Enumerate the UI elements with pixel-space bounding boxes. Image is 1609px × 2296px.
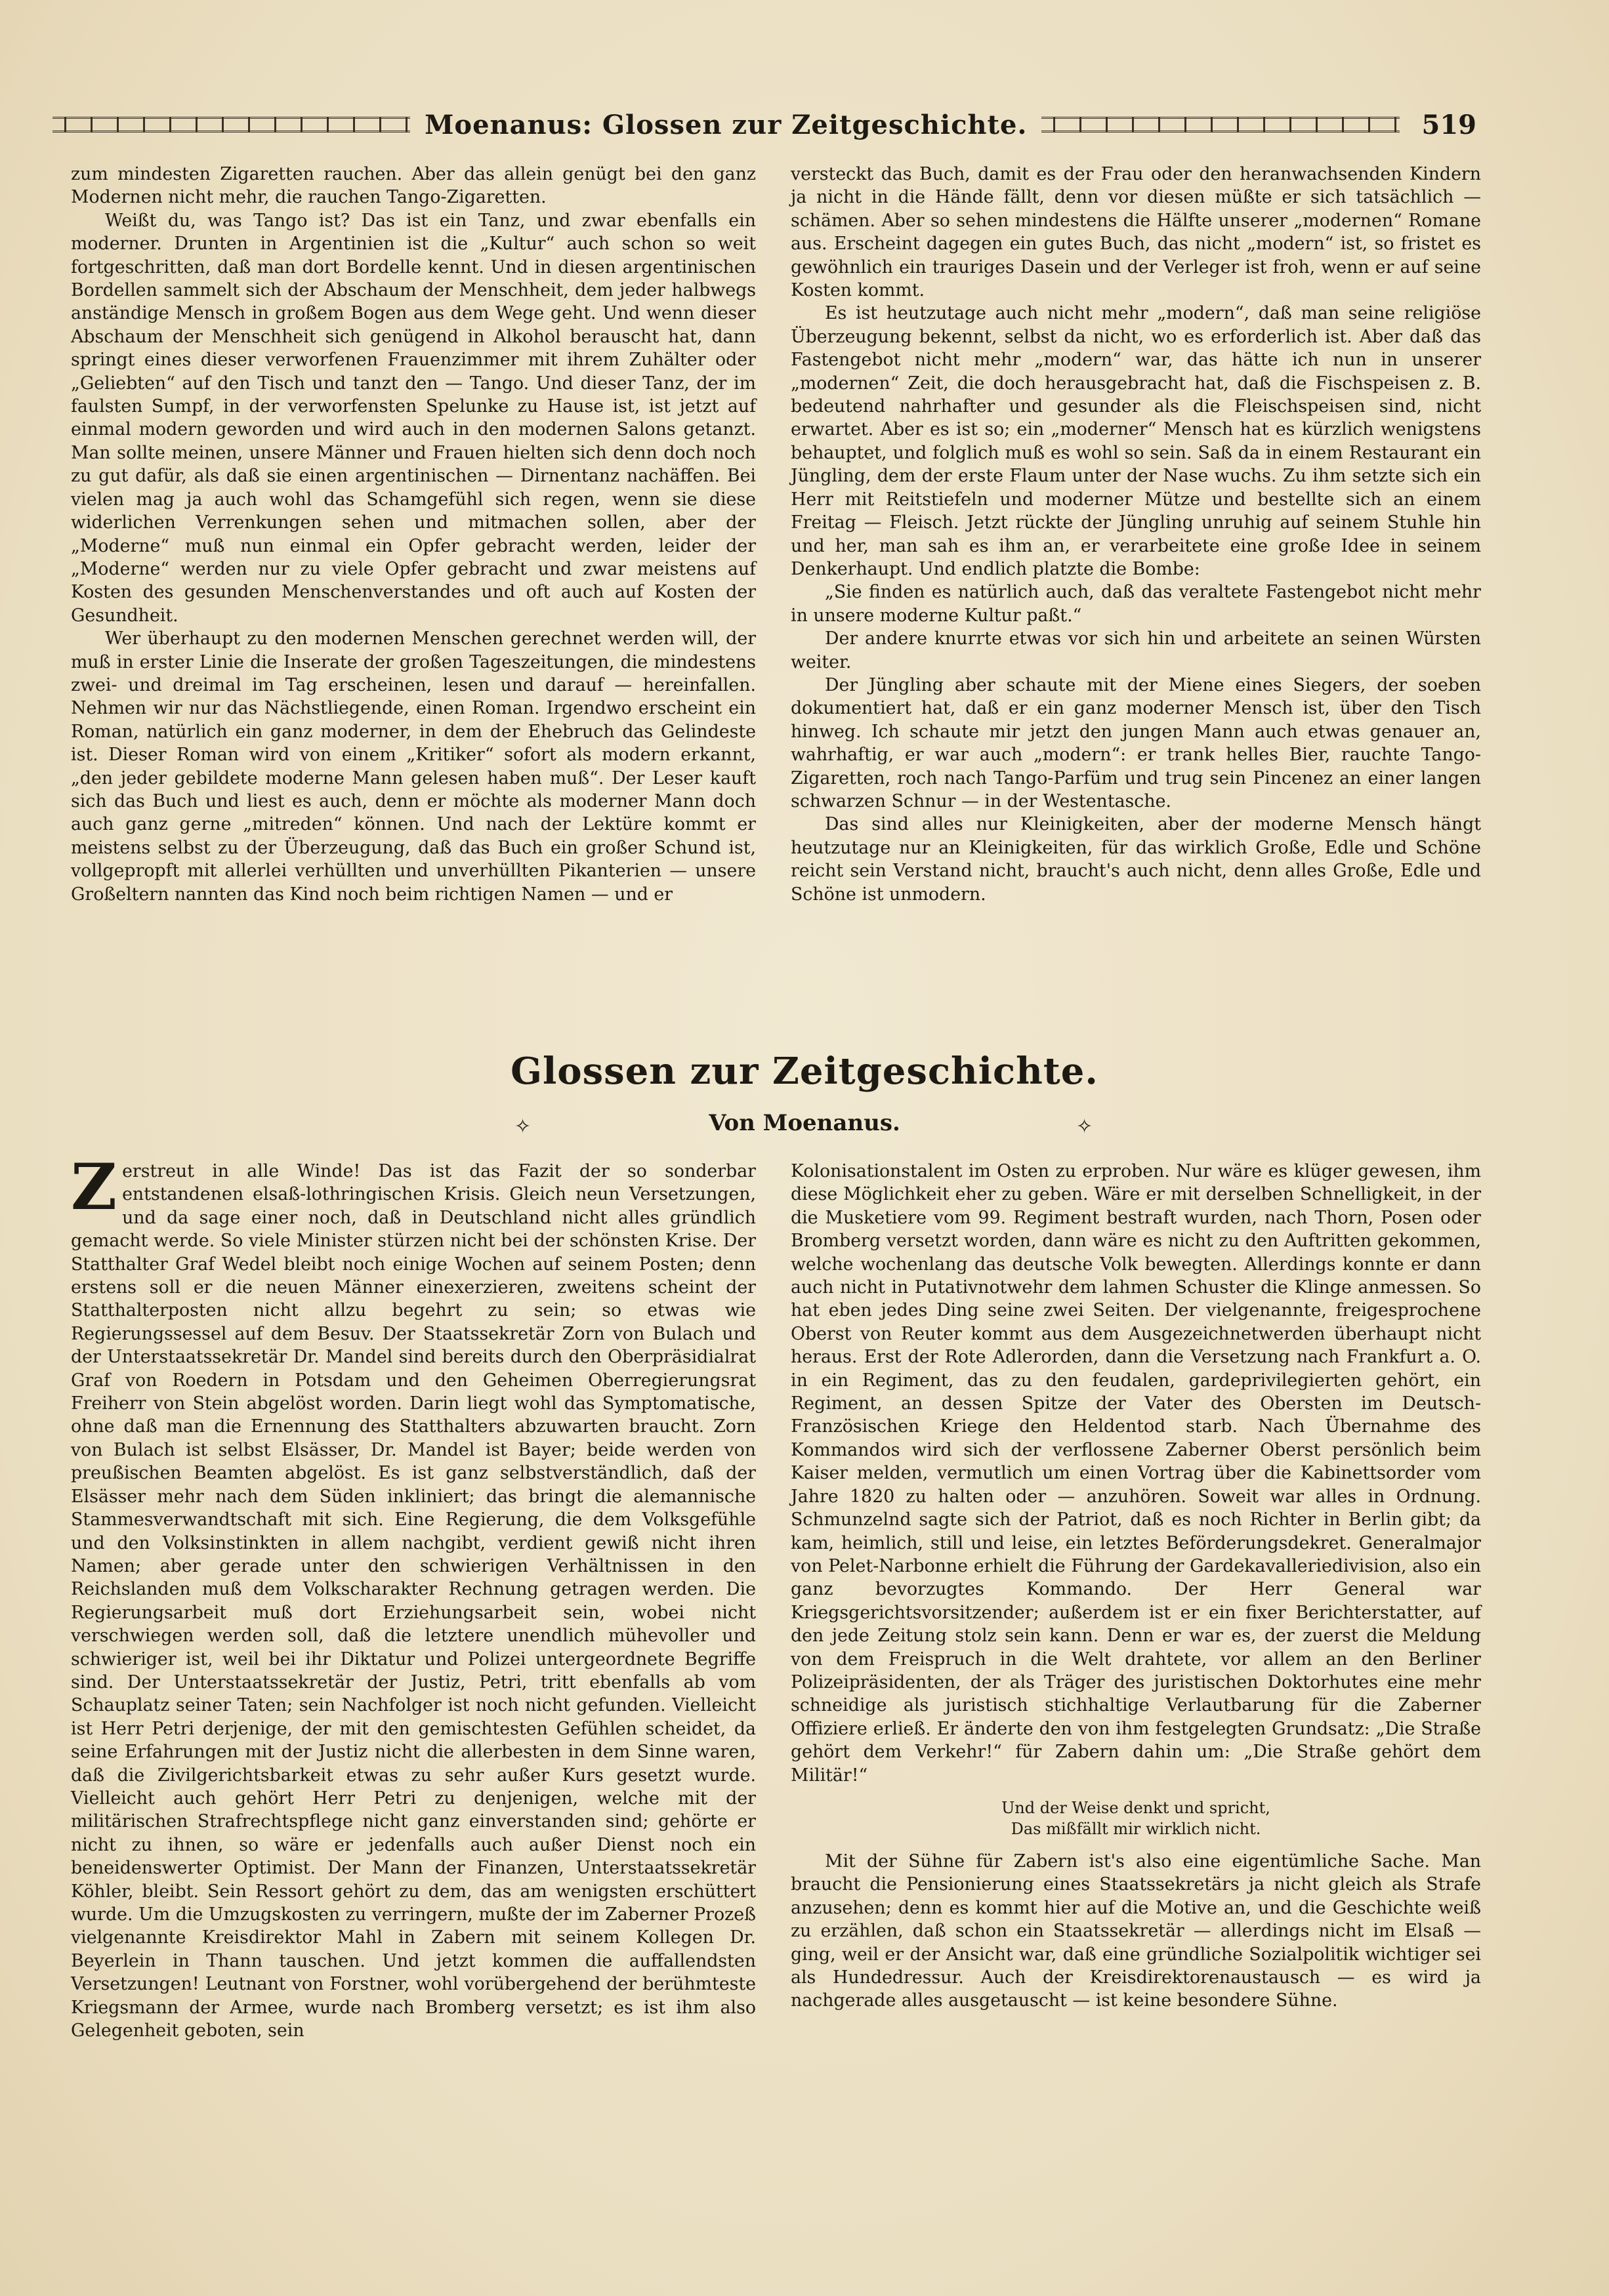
paragraph: Der Jüngling aber schaute mit der Miene eines Siegers, der soeben dokumentiert hat, daß er ein ganz moderner Mensch ist, über den Tisch hinweg. Ich schaute mir jetzt den jungen Mann auch etwas genauer an, wahrhaftig, er war auch „modern“: er trank helles Bier, rauchte Tango-Zigaretten, roch nach Tango-Parfüm und trug sein Pincenez an einer langen schwarzen Schnur — in der Westentasche.	[791, 674, 1481, 811]
verse-line: Das mißfällt mir wirklich nicht.	[1011, 1819, 1261, 1838]
paragraph: Der andere knurrte etwas vor sich hin und arbeitete an seinen Würsten weiter.	[791, 628, 1481, 672]
header-ornament-right	[1041, 117, 1399, 133]
paragraph: Das sind alles nur Kleinigkeiten, aber der moderne Mensch hängt heutzutage nur an Kleinigkeiten, für das wirklich Große, Edle und Schöne reicht sein Verstand nicht, braucht's auch nicht, denn alles Große, Edle und Schöne ist unmodern.	[791, 814, 1481, 905]
article-title: Glossen zur Zeitgeschichte.	[511, 1050, 1098, 1093]
header-ornament-left	[52, 117, 410, 133]
drop-cap: Z	[71, 1150, 117, 1224]
paragraph: Weißt du, was Tango ist? Das ist ein Tanz, und zwar ebenfalls ein moderner. Drunten in Argentinien ist die „Kultur“ auch schon so weit fortgeschritten, daß man dort Bordelle kennt. Und in diesen argentinischen Bordellen sammelt sich der Abschaum der Menschheit, dem jeder halbwegs anständige Mensch in großem Bogen aus dem Wege geht. Und wenn dieser Abschaum der Menschheit sich genügend in Alkohol berauscht hat, dann springt eines dieser verworfenen Frauenzimmer mit ihrem Zuhälter oder „Geliebten“ auf den Tisch und tanzt den — Tango. Und dieser Tanz, der im faulsten Sumpf, in der verworfensten Spelunke zu Hause ist, ist jetzt auf einmal modern geworden und wird auch in den modernen Salons getanzt. Man sollte meinen, unsere Männer und Frauen hielten sich denn doch noch zu gut dafür, als daß sie einen argentinischen — Dirnentanz nachäffen. Bei vielen mag ja auch wohl das Schamgefühl sich regen, wenn sie diese widerlichen Verrenkungen sehen und mitmachen sollen, aber der „Moderne“ muß nun einmal ein Opfer gebracht werden, leider der „Moderne“ werden nur zu viele Opfer gebracht und zwar meistens auf Kosten des gesunden Menschenverstandes und oft auch auf Kosten der Gesundheit.	[71, 210, 756, 626]
column-bottom-right	[791, 1160, 1481, 2013]
column-bottom-left	[71, 1150, 756, 2042]
paragraph	[71, 1150, 756, 2042]
diamond-ornament-icon: ✧	[514, 1115, 532, 1138]
column-top-right	[791, 163, 1481, 906]
running-head	[52, 105, 1476, 144]
paragraph: versteckt das Buch, damit es der Frau oder den heranwachsenden Kindern ja nicht in die Hände fällt, denn vor diesen müßte er sich tatsächlich — schämen. Aber so sehen mindestens die Hälfte unserer „modernen“ Romane aus. Erscheint dagegen ein gutes Buch, das nicht „modern“ ist, so fristet es gewöhnlich ein trauriges Dasein und der Verleger ist froh, wenn er auf seine Kosten kommt.	[791, 164, 1481, 301]
paragraph: Kolonisationstalent im Osten zu erproben. Nur wäre es klüger gewesen, ihm diese Möglichkeit eher zu geben. Wäre er mit derselben Schnelligkeit, in der die Musketiere vom 99. Regiment bestraft wurden, nach Thorn, Posen oder Bromberg versetzt worden, dann wäre es nicht zu den Auftritten gekommen, welche wochenlang das deutsche Volk bewegten. Allerdings konnte er dann auch nicht in Putativnotwehr dem lahmen Schuster die Klinge anmessen. So hat eben jedes Ding seine zwei Seiten. Der vielgenannte, freigesprochene Oberst von Reuter kommt aus dem Ausgezeichnetwerden überhaupt nicht heraus. Erst der Rote Adlerorden, dann die Versetzung nach Frankfurt a. O. in ein Regiment, das zu den feudalen, gardeprivilegierten gehört, ein Regiment, an dessen Spitze der Vater des Obersten im Deutsch-Französischen Kriege den Heldentod starb. Nach Übernahme des Kommandos wird sich der verflossene Zaberner Oberst persönlich beim Kaiser melden, vermutlich um einen Vortrag über die Kabinettsorder vom Jahre 1820 zu halten oder — anzuhören. Soweit war alles in Ordnung. Schmunzelnd sagte sich der Patriot, daß es noch Richter in Berlin gibt; da kam, heimlich, still und leise, ein letztes Beförderungsdekret. Generalmajor von Pelet-Narbonne erhielt die Führung der Gardekavalleriedivision, also ein ganz bevorzugtes Kommando. Der Herr General war Kriegsgerichtsvorsitzender; außerdem ist er ein fixer Berichterstatter, auf den jede Zeitung stolz sein kann. Denn er war es, der zuerst die Meldung von dem Freispruch in die Welt drahtete, vor allem an den Berliner Polizeipräsidenten, der als Träger des juristischen Doktorhutes eine mehr schneidige als juristisch stichhaltige Verlautbarung für die Zaberner Offiziere erließ. Er änderte den von ihm festgelegten Grundsatz: „Die Straße gehört dem Verkehr!“ für Zabern dahin um: „Die Straße gehört dem Militär!“	[791, 1161, 1481, 1786]
column-top-left	[71, 163, 756, 906]
paragraph: „Sie finden es natürlich auch, daß das veraltete Fastengebot nicht mehr in unsere moderne Kultur paßt.“	[791, 582, 1481, 626]
paragraph: Wer überhaupt zu den modernen Menschen gerechnet werden will, der muß in erster Linie die Inserate der großen Tageszeitungen, die mindestens zwei- und dreimal im Tag erscheinen, lesen und darauf — hereinfallen. Nehmen wir nur das Nächstliegende, einen Roman. Irgendwo erscheint ein Roman, natürlich ein ganz moderner, in dem der Ehebruch das Gelindeste ist. Dieser Roman wird von einem „Kritiker“ sofort als modern erkannt, „den jeder gebildete moderne Mann gelesen haben muß“. Der Leser kauft sich das Buch und liest es auch, denn er möchte als moderner Mann doch auch ganz gerne „mitreden“ können. Und nach der Lektüre kommt er meistens selbst zu der Überzeugung, daß das Buch ein großer Schund ist, vollgepropft mit allerlei verhüllten und unverhüllten Pikanterien — unsere Großeltern nannten das Kind noch beim richtigen Namen — und er	[71, 628, 756, 905]
page-number: 519	[1421, 109, 1477, 140]
running-title: Moenanus: Glossen zur Zeitgeschichte.	[425, 109, 1028, 140]
paragraph: Mit der Sühne für Zabern ist's also eine eigentümliche Sache. Man braucht die Pensionierung eines Staatssekretärs ja nicht gleich als Strafe anzusehen; denn es kommt hier auf die Motive an, und die Geschichte weiß zu erzählen, daß schon ein Staatssekretär — allerdings nicht im Elsaß — ging, weil er der Ansicht war, daß eine gründliche Sozialpolitik wichtiger sei als Hundedressur. Auch der Kreisdirektorenaustausch — es wird ja nachgerade alles ausgetauscht — ist keine besondere Sühne.	[791, 1851, 1481, 2011]
verse-line: Und der Weise denkt und spricht,	[1001, 1798, 1270, 1817]
article-byline: Von Moenanus.	[709, 1110, 900, 1136]
paragraph: Es ist heutzutage auch nicht mehr „modern“, daß man seine religiöse Überzeugung bekennt, selbst da nicht, wo es erforderlich ist. Aber daß das Fastengebot nicht mehr „modern“ war, das hätte ich nun in unserer „modernen“ Zeit, die doch herausgebracht hat, daß die Fischspeisen z. B. bedeutend nahrhafter und gesunder als die Fleischspeisen sind, nicht erwartet. Aber es ist so; ein „moderner“ Mensch hat es kürzlich wenigstens behauptet, und folglich muß es wohl so sein. Saß da in einem Restaurant ein Jüngling, dem der erste Flaum unter der Nase wuchs. Zu ihm setzte sich ein Herr mit Reitstiefeln und moderner Mütze und bestellte sich an einem Freitag — Fleisch. Jetzt rückte der Jüngling unruhig auf seinem Stuhle hin und her, man sah es ihm an, er verarbeitete eine große Idee in seinem Denkerhaupt. Und endlich platzte die Bombe:	[791, 303, 1481, 579]
diamond-ornament-icon: ✧	[1076, 1115, 1093, 1138]
paragraph-text: erstreut in alle Winde! Das ist das Fazit der so sonderbar entstandenen elsaß-lothringischen Krisis. Gleich neun Versetzungen, und da sage einer noch, daß in Deutschland nicht alles gründlich gemacht werde. So viele Minister stürzen nicht bei der schönsten Krise. Der Statthalter Graf Wedel bleibt noch einige Wochen auf seinem Posten; denn erstens soll er die neuen Männer einexerzieren, zweitens scheint der Statthalterposten nicht allzu begehrt zu sein; so etwas wie Regierungssessel auf dem Besuv. Der Staatssekretär Zorn von Bulach und der Unterstaatssekretär Dr. Mandel sind bereits durch den Oberpräsidialrat Graf von Roedern in Potsdam und den Geheimen Oberregierungsrat Freiherr von Stein abgelöst worden. Darin liegt wohl das Symptomatische, ohne daß man die Ernennung des Statthalters abzuwarten braucht. Zorn von Bulach ist selbst Elsässer, Dr. Mandel ist Bayer; beide werden von preußischen Beamten abgelöst. Es ist ganz selbstverständlich, daß der Elsässer mehr nach dem Süden inkliniert; das bringt die alemannische Stammesverwandtschaft mit sich. Eine Regierung, die dem Volksgefühle und den Volksinstinkten in allem nachgibt, verdient gewiß nicht ihren Namen; aber gerade unter den schwierigen Verhältnissen in den Reichslanden muß dem Volkscharakter Rechnung getragen werden. Die Regierungsarbeit muß dort Erziehungsarbeit sein, wobei nicht verschwiegen werden soll, daß die letztere unendlich mühevoller und schwieriger ist, weil bei ihr Diktatur und Polizei untergeordnete Begriffe sind. Der Unterstaatssekretär der Justiz, Petri, tritt ebenfalls ab vom Schauplatz seiner Taten; sein Nachfolger ist noch nicht gefunden. Vielleicht ist Herr Petri derjenige, der mit den gemischtesten Gefühlen scheidet, da seine Erfahrungen mit der Justiz nicht die allerbesten in dem Sinne waren, daß die Zivilgerichtsbarkeit etwas zu sehr außer Kurs gesetzt wurde. Vielleicht auch gehört Herr Petri zu denjenigen, welche mit der militärischen Strafrechtspflege nicht ganz einverstanden sind; gehörte er nicht zu ihnen, so wäre er jedenfalls auch außer Dienst noch ein beneidenswerter Optimist. Der Mann der Finanzen, Unterstaatssekretär Köhler, bleibt. Sein Ressort gehört zu dem, das am wenigsten erschüttert wurde. Um die Umzugskosten zu verringern, mußte der im Zaberner Prozeß vielgenannte Kreisdirektor Mahl in Zabern mit seinem Kollegen Dr. Beyerlein in Thann tauschen. Und jetzt kommen die auffallendsten Versetzungen! Leutnant von Forstner, wohl vorübergehend der berühmteste Kriegsmann der Armee, wurde nach Bromberg versetzt; es ist ihm also Gelegenheit geboten, sein	[71, 1161, 756, 2041]
paragraph: zum mindesten Zigaretten rauchen. Aber das allein genügt bei den ganz Modernen nicht mehr, die rauchen Tango-Zigaretten.	[71, 164, 756, 208]
